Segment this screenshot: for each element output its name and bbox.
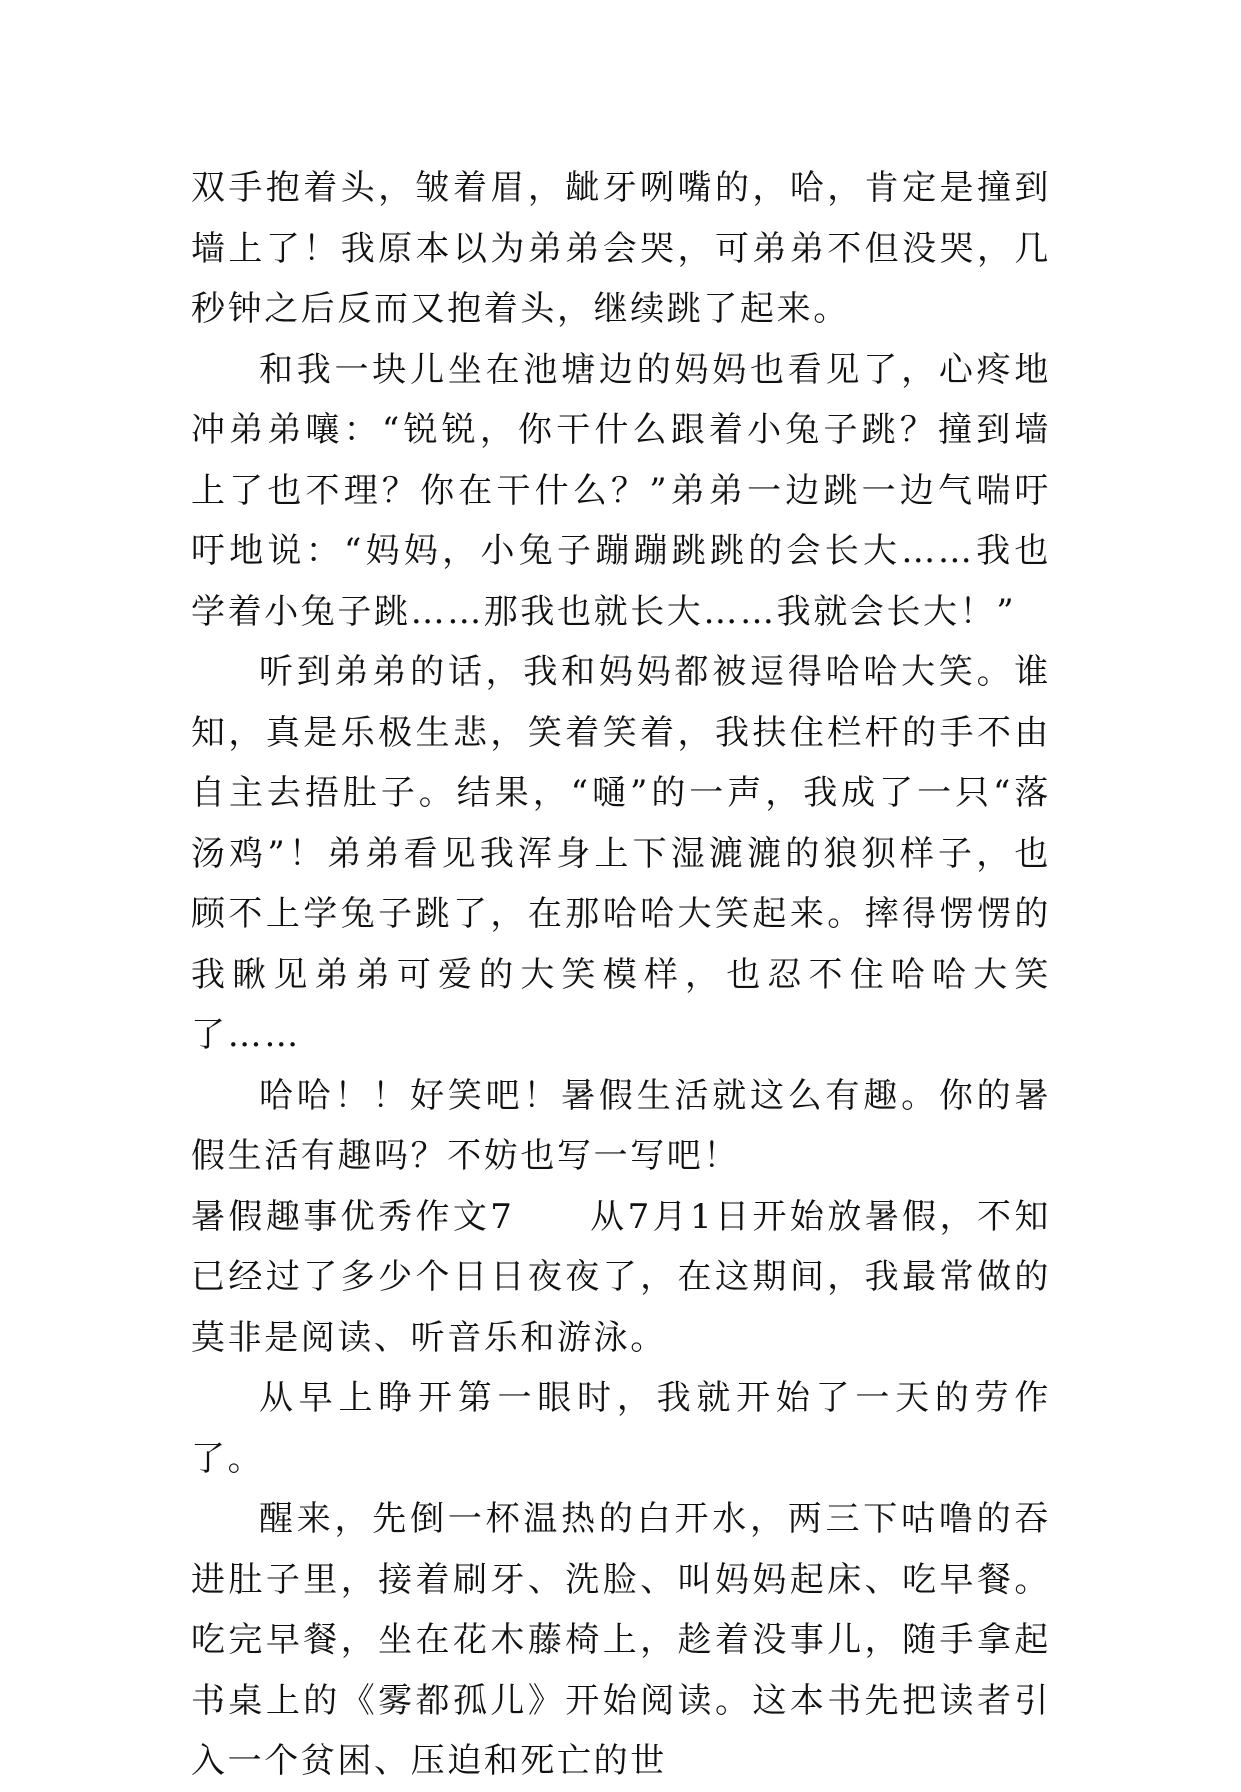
paragraph-6: 从早上睁开第一眼时，我就开始了一天的劳作了。 bbox=[191, 1378, 1051, 1479]
paragraph-7: 醒来，先倒一杯温热的白开水，两三下咕噜的吞进肚子里，接着刷牙、洗脸、叫妈妈起床、吃早餐。吃完早餐，坐在花木藤椅上，趁着没事儿，随手拿起书桌上的《雾都孤儿》开始阅读。这本书先把读者引入一个贫困、压迫和死亡的世 bbox=[191, 1499, 1051, 1781]
paragraph-4: 哈哈！！好笑吧！暑假生活就这么有趣。你的暑假生活有趣吗？不妨也写一写吧！ bbox=[191, 1075, 1051, 1176]
paragraph-1: 双手抱着头，皱着眉，龇牙咧嘴的，哈，肯定是撞到墙上了！我原本以为弟弟会哭，可弟弟不但没哭，几秒钟之后反而又抱着头，继续跳了起来。 bbox=[191, 168, 1051, 329]
paragraph-5-heading: 暑假趣事优秀作文7 从7月1日开始放暑假，不知已经过了多少个日日夜夜了，在这期间，我最常做的莫非是阅读、听音乐和游泳。 bbox=[191, 1196, 1051, 1358]
paragraph-3: 听到弟弟的话，我和妈妈都被逗得哈哈大笑。谁知，真是乐极生悲，笑着笑着，我扶住栏杆的手不由自主去捂肚子。结果，“嗵”的一声，我成了一只“落汤鸡”！弟弟看见我浑身上下湿漉漉的狼狈样子，也顾不上学兔子跳了，在那哈哈大笑起来。摔得愣愣的我瞅见弟弟可爱的大笑模样，也忍不住哈哈大笑了…… bbox=[191, 652, 1051, 1055]
paragraph-2: 和我一块儿坐在池塘边的妈妈也看见了，心疼地冲弟弟嚷：“锐锐，你干什么跟着小兔子跳？撞到墙上了也不理？你在干什么？”弟弟一边跳一边气喘吁吁地说：“妈妈，小兔子蹦蹦跳跳的会长大……我也学着小兔子跳……那我也就长大……我就会长大！” bbox=[191, 349, 1051, 632]
body-text bbox=[191, 158, 1051, 1792]
